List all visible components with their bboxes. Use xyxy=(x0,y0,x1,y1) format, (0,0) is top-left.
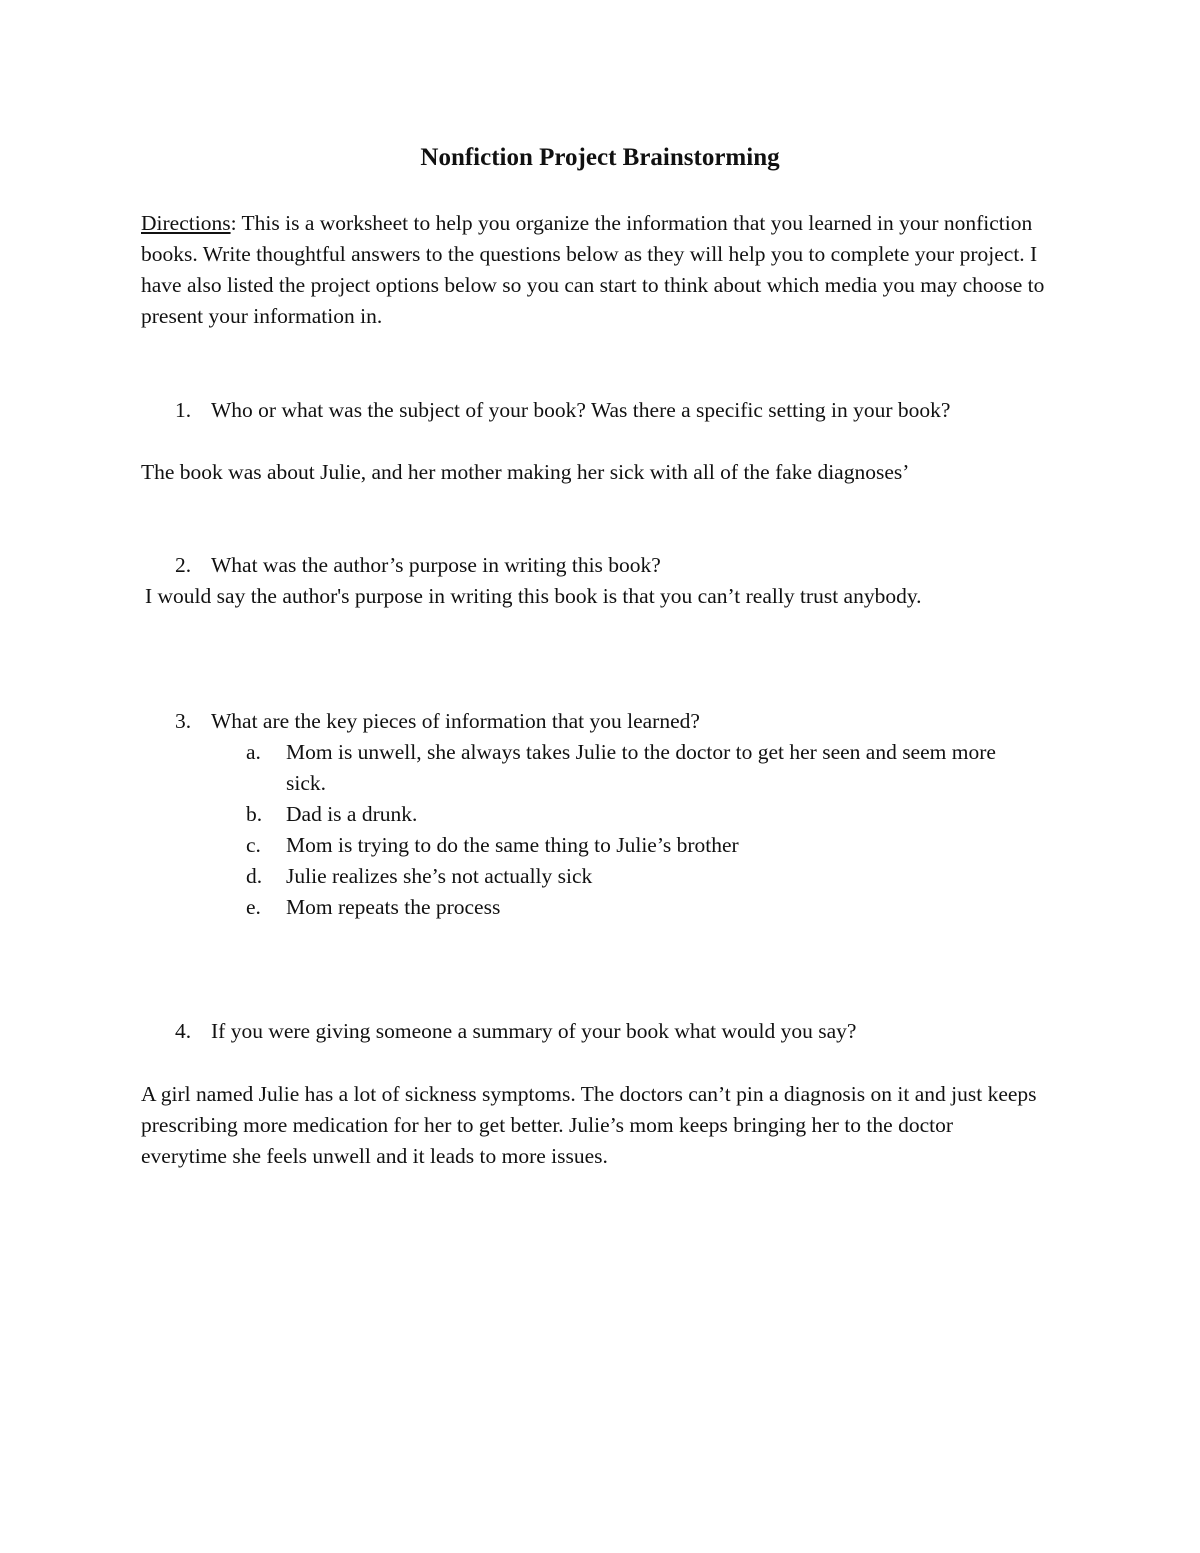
list-text: Mom is unwell, she always takes Julie to the doctor to get her seen and seem more sick. xyxy=(286,740,996,795)
directions-label: Directions xyxy=(141,211,231,235)
list-text: Mom is trying to do the same thing to Julie’s brother xyxy=(286,833,739,857)
question-text: If you were giving someone a summary of your book what would you say? xyxy=(211,1019,857,1043)
directions-text: : This is a worksheet to help you organize the information that you learned in your nonfiction books. Write thoughtful answers to the questions below as they will help you to complete your project. I have also listed the project options below so you can start to think about which media you may choose to present your information in. xyxy=(141,211,1045,328)
document-title: Nonfiction Project Brainstorming xyxy=(420,144,780,171)
question-number: 4. xyxy=(175,1019,192,1043)
list-text: Dad is a drunk. xyxy=(286,802,418,826)
list-text: Julie realizes she’s not actually sick xyxy=(286,864,593,888)
list-letter: c. xyxy=(246,833,261,857)
list-text: Mom repeats the process xyxy=(286,895,501,919)
question-number: 2. xyxy=(175,553,192,577)
list-letter: b. xyxy=(246,802,263,826)
directions-paragraph xyxy=(141,208,1071,332)
list-letter: d. xyxy=(246,864,263,888)
list-letter: a. xyxy=(246,740,261,764)
question-number: 3. xyxy=(175,709,192,733)
question-text: What are the key pieces of information that you learned? xyxy=(211,709,700,733)
question-number: 1. xyxy=(175,398,192,422)
question-text: What was the author’s purpose in writing this book? xyxy=(211,553,661,577)
answer-4: A girl named Julie has a lot of sickness symptoms. The doctors can’t pin a diagnosis on it and just keeps prescribing more medication for her to get better. Julie’s mom keeps bringing her to the doctor everytime she feels unwell and it leads to more issues. xyxy=(141,1082,1037,1168)
answer-2: I would say the author's purpose in writing this book is that you can’t really trust anybody. xyxy=(145,584,922,608)
question-text: Who or what was the subject of your book? Was there a specific setting in your book? xyxy=(211,398,951,422)
answer-1: The book was about Julie, and her mother making her sick with all of the fake diagnoses’ xyxy=(141,460,910,484)
list-letter: e. xyxy=(246,895,261,919)
